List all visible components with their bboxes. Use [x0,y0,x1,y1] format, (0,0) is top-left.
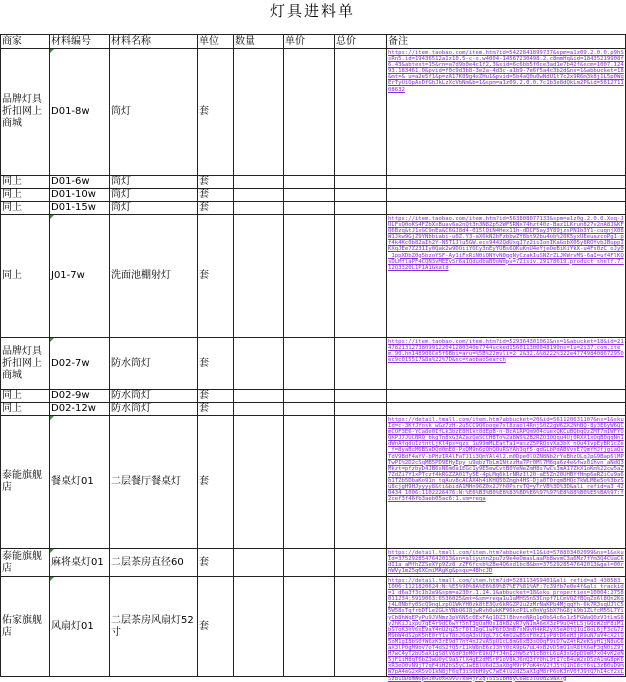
table-row [1,390,626,403]
cell-total[interactable] [335,390,387,403]
cell-shop[interactable]: 同上 [1,403,50,416]
cell-price[interactable] [284,338,335,390]
cell-price[interactable] [284,577,335,677]
cell-code[interactable]: D02-9w [50,390,110,403]
cell-name[interactable]: 防水筒灯 [110,338,198,390]
cell-shop[interactable]: 品牌灯具折扣网上商城 [1,49,50,176]
cell-name[interactable]: 二层茶房直径60 [110,549,198,577]
header-price[interactable]: 单价 [284,35,335,49]
cell-unit[interactable]: 套 [198,176,234,189]
cell-unit[interactable]: 套 [198,189,234,202]
cell-note[interactable] [387,176,626,189]
header-unit[interactable]: 单位 [198,35,234,49]
cell-qty[interactable] [234,189,284,202]
header-note[interactable]: 备注 [387,35,626,49]
table-row [1,202,626,215]
cell-total[interactable] [335,189,387,202]
cell-code[interactable]: J01-7w [50,215,110,338]
note-link-text[interactable]: https://detail.tmall.com/item.htm?id=528113459401&ali_refid=a3_430583_1006:1121820624:N:%E5%90%8A%E6%89%87%E7%81%AF:7c39fb7e0e4f&ali_trackid=1_d6a3f3c1b2e9&spm=a230r.1.14.1&abbucket=18&sku_properties=10004:2758011234;5919063:6536025&mt=&sm=reqa1u1aMHS5nS3Cnpf7LCmVQZfBQqZs6l8Qn2Kqj4L0Nbfy0ScQ9nqLzpO1WkYH0zk8tE3Qz6kRGZP2u2zMrNaKPb4MjqqYh-6k7R3sqUJlC55W58sTqfrbDTLe2GLhYNbQ6J8jwRvh0ukKF96kcP1Lx0nVgSbX7hG8jk9b1ZLfcM55L7YiyCb8hWqEPyPu9JVNmz3pV6N5c0ExFAq1DZ3lBbvnoNRq1p0bS4c6o1z5FGWaQ0zV3tLmS8y2hKiJ1xpU7qE4r9dC6wYf5nT3gOaH0sI8kB2vR7yN1mA6eX3zP9uQ4tL5jG0cW2dF8iM1bS7oK3hV6xE9aY4nU2qZ5rT0lJ8gC1wP6fD3mB7sN9vH4kR2yX5eA0tQ1uI8oL6jF3cG7zM9bW4dS2pK5hE0rY1vT8nJ6qA3xU9gL7iC4mO2wB5sF0kZ1yP8tD6eH3jR9uN7aV4cX2lQ5oM1gI8bS0fW6zK3rE9dT7hY4nJ2vA5pU1cL8mG6xB3sO0qF9iD7wZ4tR2eK5yH1jN8uC6aX3lP0gM9bV7oT4dS2fQ5rI1kW8nE6zJ3hY0cA9pG7uL4xB2vD5mO1sR8tK6eF3qN0iZ9jH7wC4yT2bU5aX1gS8lV6dP3oM0rE9kQ7fJ4nI2hW5zY1cB8tL6uA3sG0pD9mR7xO4vK2eN5jF1iH8qT6bZ3wU0yC9aS7lX4gE2dM5rP1oV8kJ6nQ3fY0hL9tI7cB4uW2sD5zA1mG8pK6xR3eO0vN9jT7qF4iH2bS5yC1wE8lU6dZ3aX0gM9rP7oK4nV2fJ5tQ1hI8cY6sL3zB0uD9mW7pA4eG2xR5vO1kN8jF6qT3iS0bH9yC7wE4lU2dZ5aX1gM8rP6oK3nV0fJ9tQ7hI4cY2sL5zB1uD8mW6pA3eG0xR9vO7kN4jF2qT5iS1bH8yC6wE3lU0dZ9aX7g [388,578,624,682]
cell-note-link[interactable] [387,416,626,549]
cell-shop[interactable]: 品牌灯具折扣网上商城 [1,338,50,390]
note-link-text[interactable]: https://detail.tmall.com/item.htm?abbucket=20&id=561120631107&ns=1&skuId=c-3KfJYosk_wGz7zH-2u5CC9Q6ooqe7xl8zaol4RnjS0Z2gW6ZX2NhBQ-8y3E6yW6QCmCOF3E6-YCa8e0IfLk3bzE8H1kt8dEpB-n-BcA1RPQm904cuexQKCuBQbqQzZMT7m1WFYOQKPJ7JUCBRQ_bkgTn8xG3AZazQaSCCHBTo%2a8WS%2B2RZO3OQqu4Uj0RXX1xOqB0qqNn1dWnAfqdu1ztntLjKl4ps=qzs_1u99mMLEatTa1=aszZ5PRQsvXa3bX_nQu41vpEyBR1cZe_f=8yaBcM6B5aDQd0mE0-PxQM9n6pQhQOuRSYAh3qf5-qdGLbPdABVvsE7QmYHJfjgiaQvTdV9BdF4aYV-bPHzIR4lFaTJ1i3QmYAl4l2.m0Dpe0lOZN8Nb2rYeBhzOLqJpG9Bap6lMPTwPI%2D2cSqMB5PD9EHyEpy_u9qbzTbLm1NtzzHa7Pr0Ml7M6qa6z4e&fwz01hvn_aNdQ3Mkzt=pfzbyD4JB6sN6m0a1EGc1y9E5ewCvtB0YeNeZmH8s7wCs3mA17ZkX1oKm%22cw5aZ7ZdZi7Y1xPTczf4kRGZZA01Ty5E-4pLMq6k1rNRz1l20-aE5Zn20UHBYfHmp6aRZiCu9a6b1TZb5DbaKo91n_tqAuv8cACAX4h4iKHQ50Zmgh4HS-Dja0T0rqmBHQc7kWLM8e5o%3bzSu8cjgH9HJyyyy8&ti&bidA1MHn96Z0x2JYh0PsrvTQ=yTrVB%3D%3D&ali_refid=a3_420434_1006:1102226476:N:%E6%B3%B0%E8%83%BD%E6%97%97%E8%88%B0%E5%BA%97:f2cef3f46fb3aeb05ac6:1.sm=reqa [388,417,624,503]
table-row [1,403,626,416]
cell-name[interactable]: 筒灯 [110,176,198,189]
cell-qty[interactable] [234,338,284,390]
cell-unit[interactable]: 套 [198,338,234,390]
cell-total[interactable] [335,416,387,549]
table-row [1,338,626,390]
cell-qty[interactable] [234,176,284,189]
cell-name[interactable]: 筒灯 [110,202,198,215]
cell-note[interactable] [387,189,626,202]
cell-total[interactable] [335,338,387,390]
cell-note-link[interactable] [387,549,626,577]
cell-shop[interactable]: 佑家旗舰店 [1,577,50,677]
cell-name[interactable]: 防水筒灯 [110,390,198,403]
cell-unit[interactable]: 套 [198,390,234,403]
header-total[interactable]: 总价 [335,35,387,49]
cell-name[interactable]: 二层茶房风扇灯52寸 [110,577,198,677]
cell-price[interactable] [284,549,335,577]
header-name[interactable]: 材料名称 [110,35,198,49]
cell-shop[interactable]: 同上 [1,215,50,338]
cell-price[interactable] [284,403,335,416]
note-link-text[interactable]: https://detail.tmall.com/item.htm?abbucket=11&id=578803402099&ns=1&skuId=3752928547642013&sn=aliyunn2pu7z9e4eOmasLaaPb8wvmC3a6Mz7fYm3Q4CUaCkdI1a_aMfhZZSeXYp9Zz8_zZF6fcsb%2Be4Q6xd1bc8&bn=3752928547642013&gal=00rhWVy1m25q6XCmiMAgKg&psqu=48hcJD [388,550,624,575]
cell-qty[interactable] [234,549,284,577]
table-row [1,577,626,677]
cell-qty[interactable] [234,390,284,403]
header-qty[interactable]: 数量 [234,35,284,49]
cell-qty[interactable] [234,403,284,416]
table-row [1,549,626,577]
cell-price[interactable] [284,215,335,338]
cell-qty[interactable] [234,577,284,677]
cell-name[interactable]: 防水筒灯 [110,403,198,416]
cell-code[interactable]: D01-8w [50,49,110,176]
cell-price[interactable] [284,416,335,549]
cell-note-link[interactable] [387,49,626,176]
header-shop[interactable]: 商家 [1,35,50,49]
header-code[interactable]: 材料编号 [50,35,110,49]
cell-price[interactable] [284,49,335,176]
cell-total[interactable] [335,215,387,338]
cell-code[interactable]: 餐桌灯01 [50,416,110,549]
cell-qty[interactable] [234,416,284,549]
cell-name[interactable]: 筒灯 [110,189,198,202]
cell-unit[interactable]: 套 [198,202,234,215]
cell-name[interactable]: 二层餐厅餐桌灯 [110,416,198,549]
cell-note[interactable] [387,390,626,403]
header-row [1,35,626,49]
cell-note-link[interactable] [387,338,626,390]
table-row [1,176,626,189]
table-row [1,215,626,338]
cell-unit[interactable]: 套 [198,215,234,338]
cell-total[interactable] [335,202,387,215]
cell-qty[interactable] [234,49,284,176]
cell-shop[interactable]: 同上 [1,390,50,403]
cell-price[interactable] [284,176,335,189]
cell-unit[interactable]: 套 [198,549,234,577]
cell-unit[interactable]: 套 [198,403,234,416]
cell-code[interactable]: D02-12w [50,403,110,416]
cell-total[interactable] [335,403,387,416]
table-row [1,49,626,176]
cell-total[interactable] [335,549,387,577]
cell-total[interactable] [335,577,387,677]
note-link-text[interactable]: https://item.taobao.com/item.htm?id=563808077133&spm=a1z0g.2.0.0.Xoq-JULFsQ0oKS4FZbXsBuav6a2nQt3n3N82p52WF5RNx74hzt40z-Baz1LKrun827v2nA8J&KFQ6Bzq&tJ1xGC9nEa&C6GJ8d4-015lQiN4Hex11h-dDCF5ay3Y89jzsPN1b3Y1-cuqnjX08W1Jkw9GjZ9YNbbiabi-u0Z.Y3-aX6kN2bFzbbwZY8bt92bu4ob%20K5yxUEeuazcoPg1-pf4k4Kc0b82aIh2Y-N5T1Jlu5GW.ecs9442QdUxqJ7z2isIonIKaGnbX05y8ROYvbJBuppIKXqJEe7Z231Iy0Qak2w9DOiiYOCy3nEyYUBs6QKuKnU4eYjeOeBiKiYkX-u4Fs0zC_oJy0_1ppXDbZ0g5bzoYSF-Ay1iFxRiN0iQNYvN0gqNyCzakIuSNZrZLJKWrvMS-6aI=uf4FlKQsDLMflaPF4CQN3vMEEv5r6a1QdudbaB0oWdpv=72isiv.29178619.product_shelf.7.12Q3320L1P1A1Gkald [388,216,624,271]
cell-qty[interactable] [234,215,284,338]
cell-shop[interactable]: 泰能旗舰店 [1,549,50,577]
cell-shop[interactable]: 同上 [1,202,50,215]
note-link-text[interactable]: https://item.taobao.com/item.htm?id=529364301061&ns=1&abucket=18&id=2147821312738099122041280340e7744ucked156011300048190ns=1u=2i37.com.item.90.hn148906Ce5f6Bbi=aru=%5B%22mvli=2_2&32.&%8222%322e477498408672950ec9c015517&8a%22%7D&sc=taobaoSearch [388,339,624,364]
cell-code[interactable]: D01-10w [50,189,110,202]
cell-note[interactable] [387,202,626,215]
cell-note[interactable] [387,403,626,416]
material-order-table [0,34,626,682]
cell-note-link[interactable] [387,577,626,682]
cell-price[interactable] [284,202,335,215]
cell-code[interactable]: D01-15w [50,202,110,215]
cell-code[interactable]: 麻将桌灯01 [50,549,110,577]
cell-note-link[interactable] [387,215,626,338]
cell-shop[interactable]: 同上 [1,176,50,189]
cell-name[interactable]: 洗面池棚射灯 [110,215,198,338]
note-link-text[interactable]: https://item.taobao.com/item.htm?id=5422841899737&spm=a1z09.2.0.0.p9hSsRn5.id=19436512a1z10.5-c-s.w4004-14567230498.2.c8mmHq&id=18435219908f6.43&abtest=15&rn=a7d9b0e4c1f2.3&sid=6c6bb5f0ce3ad1e7b42f&scm=1007.12493.183461.0&pvid=f0c9d3b8-3e2a-4d3c-a1b9-7e6f5a4c3b2d&ns=1&abbucket=18&mt=&_u=a2e5f1&p=zA17K09g4xZHu1&pvid=5b4aQ0u0wNdU1t7c2x9R6m3k8j1L5p0WqErTyUiOpAsDfGhJkLzXcVbNm&b=1&spm=a1z09.2.0.0.7c1b3e8dQkLm2P&id=561271108632 [388,50,624,93]
cell-price[interactable] [284,189,335,202]
table-row [1,189,626,202]
cell-unit[interactable]: 套 [198,577,234,677]
cell-code[interactable]: D01-6w [50,176,110,189]
cell-shop[interactable]: 泰能旗舰店 [1,416,50,549]
cell-code[interactable]: D02-7w [50,338,110,390]
cell-price[interactable] [284,390,335,403]
cell-total[interactable] [335,49,387,176]
cell-code[interactable]: 风扇灯01 [50,577,110,677]
cell-unit[interactable]: 套 [198,416,234,549]
cell-total[interactable] [335,176,387,189]
cell-qty[interactable] [234,202,284,215]
sheet-title: 灯具进料单 [269,2,355,20]
table-row [1,416,626,549]
cell-unit[interactable]: 套 [198,49,234,176]
cell-name[interactable]: 筒灯 [110,49,198,176]
cell-shop[interactable]: 同上 [1,189,50,202]
